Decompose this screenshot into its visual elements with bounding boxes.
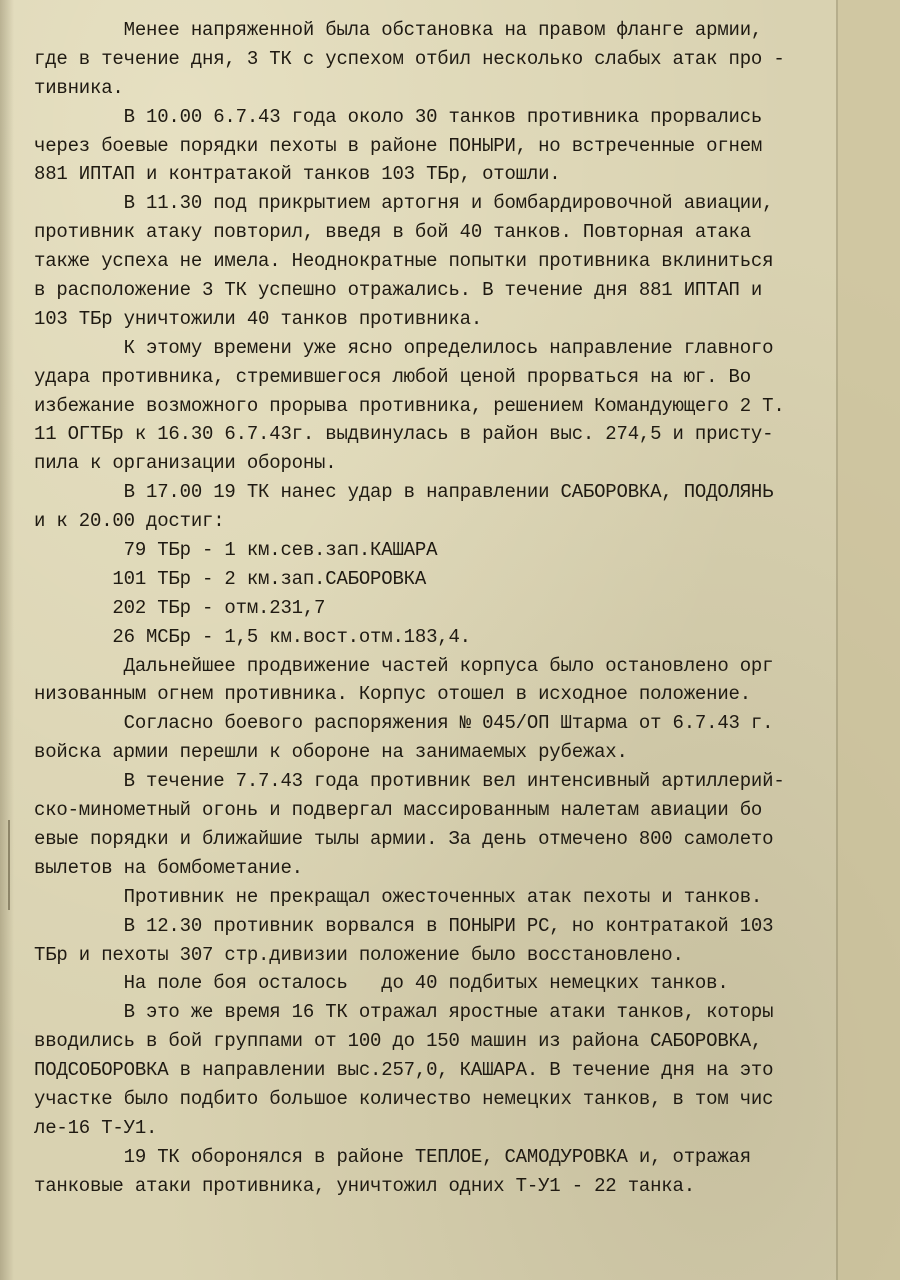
text-line: 103 ТБр уничтожили 40 танков противника. — [34, 307, 483, 330]
text-line: и к 20.00 достиг: — [34, 510, 225, 533]
text-line: В 10.00 6.7.43 года около 30 танков противника прорвались — [34, 105, 763, 128]
text-line: Дальнейшее продвижение частей корпуса было остановлено орг — [34, 654, 774, 677]
page-edge-shadow — [0, 0, 14, 1280]
text-line: избежание возможного прорыва противника, решением Командующего 2 Т. — [34, 394, 785, 417]
text-line: 19 ТК оборонялся в районе ТЕПЛОЕ, САМОДУРОВКА и, отражая — [34, 1145, 751, 1168]
text-line: Противник не прекращал ожесточенных атак пехоты и танков. — [34, 885, 763, 908]
text-line: В 12.30 противник ворвался в ПОНЫРИ РС, но контратакой 103 — [34, 914, 774, 937]
text-line: вводились в бой группами от 100 до 150 машин из района САБОРОВКА, — [34, 1030, 763, 1053]
text-line: вылетов на бомбометание. — [34, 856, 303, 879]
text-line: пила к организации обороны. — [34, 452, 337, 475]
text-line: евые порядки и ближайшие тылы армии. За день отмечено 800 самолето — [34, 827, 774, 850]
text-line: ле-16 Т-У1. — [34, 1116, 158, 1139]
text-line: Согласно боевого распоряжения № 045/ОП Штарма от 6.7.43 г. — [34, 712, 774, 735]
text-line: 101 ТБр - 2 км.зап.САБОРОВКА — [34, 567, 427, 590]
text-line: в расположение 3 ТК успешно отражались. В течение дня 881 ИПТАП и — [34, 279, 763, 302]
text-line: низованным огнем противника. Корпус отошел в исходное положение. — [34, 683, 751, 706]
text-line: удара противника, стремившегося любой ценой прорваться на юг. Во — [34, 365, 751, 388]
text-line: 881 ИПТАП и контратакой танков 103 ТБр, отошли. — [34, 163, 561, 186]
text-line: 11 ОГТБр к 16.30 6.7.43г. выдвинулась в район выс. 274,5 и присту- — [34, 423, 774, 446]
text-line: 202 ТБр - отм.231,7 — [34, 596, 326, 619]
text-line: участке было подбито большое количество немецких танков, в том чис — [34, 1087, 774, 1110]
text-line: танковые атаки противника, уничтожил одних Т-У1 - 22 танка. — [34, 1174, 695, 1197]
text-line: К этому времени уже ясно определилось направление главного — [34, 336, 774, 359]
typed-text-body — [34, 16, 834, 1201]
text-line: В 17.00 19 ТК нанес удар в направлении САБОРОВКА, ПОДОЛЯНЬ — [34, 481, 774, 504]
text-line: 26 МСБр - 1,5 км.вост.отм.183,4. — [34, 625, 471, 648]
text-line: ПОДСОБОРОВКА в направлении выс.257,0, КАШАРА. В течение дня на это — [34, 1059, 774, 1082]
text-line: В 11.30 под прикрытием артогня и бомбардировочной авиации, — [34, 192, 774, 215]
text-line: Менее напряженной была обстановка на правом фланге армии, — [34, 19, 763, 41]
text-line: 79 ТБр - 1 км.сев.зап.КАШАРА — [34, 539, 438, 562]
overlay-strip — [838, 0, 900, 1280]
text-line: На поле боя осталось до 40 подбитых немецких танков. — [34, 972, 729, 995]
text-line: ТБр и пехоты 307 стр.дивизии положение было восстановлено. — [34, 943, 684, 966]
text-line: В течение 7.7.43 года противник вел интенсивный артиллерий- — [34, 770, 785, 793]
paper-crease — [8, 820, 10, 910]
text-line: через боевые порядки пехоты в районе ПОНЫРИ, но встреченные огнем — [34, 134, 763, 157]
text-line: противник атаку повторил, введя в бой 40 танков. Повторная атака — [34, 221, 751, 244]
text-line: ско-минометный огонь и подвергал массированным налетам авиации бо — [34, 799, 763, 822]
text-line: где в течение дня, 3 ТК с успехом отбил несколько слабых атак про - — [34, 47, 785, 70]
text-line: В это же время 16 ТК отражал яростные атаки танков, которы — [34, 1001, 774, 1024]
text-line: также успеха не имела. Неоднократные попытки противника вклиниться — [34, 250, 774, 273]
text-line: тивника. — [34, 76, 124, 99]
text-line: войска армии перешли к обороне на занимаемых рубежах. — [34, 741, 628, 764]
fold-line — [836, 0, 838, 1280]
